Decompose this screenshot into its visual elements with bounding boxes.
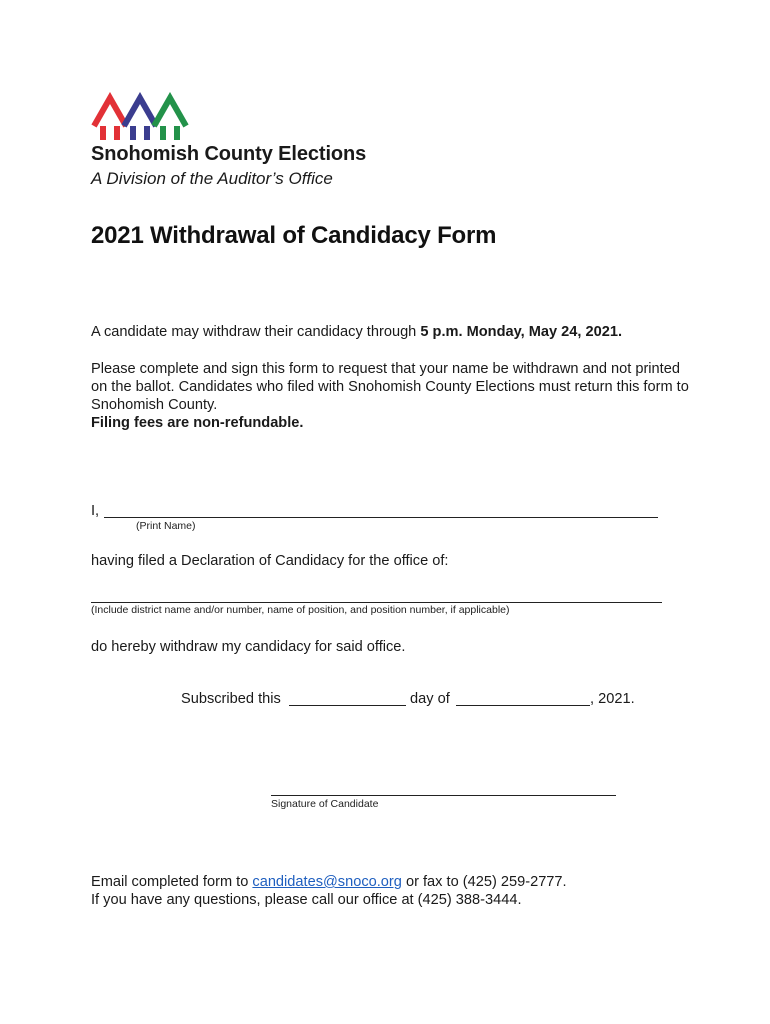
instructions-paragraph: Please complete and sign this form to request that your name be withdrawn and not printed on the ballot. Candidates who filed with Snohomish County Elections must return this form to Snohomish County.	[91, 361, 689, 413]
year-suffix: , 2021.	[590, 691, 635, 707]
signature-field[interactable]	[271, 779, 616, 796]
deadline-prefix: A candidate may withdraw their candidacy through	[91, 324, 421, 340]
office-field[interactable]	[91, 586, 662, 603]
deadline-date: 5 p.m. Monday, May 24, 2021.	[420, 324, 623, 340]
subscribed-prefix: Subscribed this	[181, 691, 281, 707]
logo-blue-arrow	[124, 98, 156, 140]
logo-red-arrow	[94, 98, 126, 140]
email-link[interactable]: candidates@snoco.org	[252, 874, 402, 890]
questions-line: If you have any questions, please call our office at (425) 388-3444.	[91, 892, 522, 908]
print-name-caption: (Print Name)	[136, 520, 196, 532]
subscribed-month-field[interactable]	[456, 690, 590, 706]
subscribed-day-field[interactable]	[289, 690, 406, 706]
withdraw-statement: do hereby withdraw my candidacy for said office.	[91, 639, 406, 655]
snohomish-county-elections-logo-icon	[90, 92, 200, 144]
email-suffix: or fax to (425) 259-2777.	[401, 874, 567, 890]
office-statement: having filed a Declaration of Candidacy for the office of:	[91, 553, 449, 569]
email-instructions	[91, 873, 731, 891]
org-name: Snohomish County Elections	[91, 143, 367, 165]
print-name-field[interactable]	[104, 503, 658, 518]
email-prefix: Email completed form to	[91, 874, 253, 890]
deadline-statement	[91, 323, 711, 341]
org-subtitle: A Division of the Auditor’s Office	[91, 169, 333, 188]
name-prefix: I,	[91, 503, 100, 519]
office-caption: (Include district name and/or number, name of position, and position number, if applicable)	[91, 604, 510, 616]
logo-green-arrow	[154, 98, 186, 140]
signature-caption: Signature of Candidate	[271, 798, 379, 810]
day-of-label: day of	[410, 691, 450, 707]
fees-notice: Filing fees are non-refundable.	[91, 415, 304, 431]
form-title: 2021 Withdrawal of Candidacy Form	[91, 222, 497, 249]
